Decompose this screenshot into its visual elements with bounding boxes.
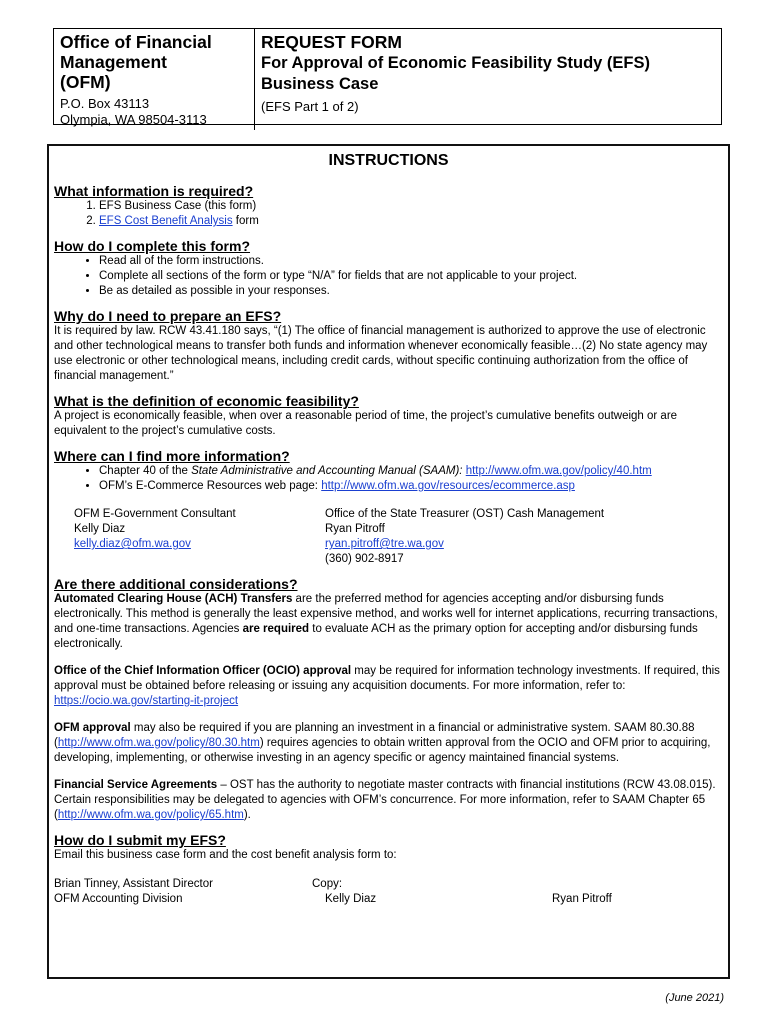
why-text: It is required by law. RCW 43.41.180 says, “(1) The office of financial management is authorized to approve the use of electronic and other technological means to transfer both funds and information whenever economically feasible…(2) No state agency may use electronic or other technological means, including credit cards, without specific continuing authorization from the office of financial management.” bbox=[54, 325, 708, 382]
form-part: (EFS Part 1 of 2) bbox=[261, 99, 359, 114]
definition-text: A project is economically feasible, when over a reasonable period of time, the project’s cumulative benefits outweigh or are equivalent to the project’s cumulative costs. bbox=[54, 410, 678, 437]
list-item: • Complete all sections of the form or type “N/A” for fields that are not applicable to your project. bbox=[99, 269, 723, 284]
header-divider-tick bbox=[254, 122, 255, 130]
saam-80-30-link[interactable]: http://www.ofm.wa.gov/policy/80.30.htm bbox=[57, 737, 260, 749]
fsa-paragraph: Financial Service Agreements – OST has the authority to negotiate master contracts with financial institutions (RCW 43.08.015). Certain responsibilities may be delegated to agencies with OFM’s concurrence. For more information, refer to SAAM Chapter 65 (http://www.ofm.wa.gov/policy/65.htm). bbox=[54, 779, 716, 821]
contact-ofm: OFM E-Government Consultant Kelly Diaz kelly.diaz@ofm.wa.gov bbox=[74, 508, 236, 550]
contacts bbox=[54, 507, 723, 567]
saam-65-link[interactable]: http://www.ofm.wa.gov/policy/65.htm bbox=[57, 809, 244, 821]
form-title: REQUEST FORM bbox=[261, 32, 402, 52]
ryan-email-link[interactable]: ryan.pitroff@tre.wa.gov bbox=[325, 538, 444, 550]
instructions-title: INSTRUCTIONS bbox=[328, 152, 449, 169]
ofm-approval-paragraph: OFM approval may also be required if you are planning an investment in a financial or administrative system. SAAM 80.30.88 (http://www.ofm.wa.gov/policy/80.30.htm) requires agencies to obtain written approval from the OCIO and OFM prior to acquiring, developing, implementing, or otherwise investing in an agency specific or agency maintained financial systems. bbox=[54, 722, 711, 764]
revision-date: (June 2021) bbox=[665, 992, 724, 1004]
submit-text: Email this business case form and the cost benefit analysis form to: bbox=[54, 849, 397, 861]
required-items-list bbox=[54, 199, 723, 229]
list-item: • Read all of the form instructions. bbox=[99, 254, 723, 269]
agency-name: Office of Financial Management (OFM) bbox=[60, 32, 212, 92]
list-item: • Chapter 40 of the State Administrative and Accounting Manual (SAAM): http://www.ofm.wa.gov/policy/40.htm bbox=[99, 464, 723, 479]
list-item: 1. EFS Business Case (this form) bbox=[99, 199, 723, 214]
saam-chapter40-link[interactable]: http://www.ofm.wa.gov/policy/40.htm bbox=[465, 465, 652, 477]
heading-submit: How do I submit my EFS? bbox=[54, 832, 226, 848]
ecommerce-link[interactable]: http://www.ofm.wa.gov/resources/ecommerce.asp bbox=[321, 480, 575, 492]
list-item: 2. EFS Cost Benefit Analysis form bbox=[99, 214, 723, 229]
heading-why: Why do I need to prepare an EFS? bbox=[54, 308, 282, 324]
ach-paragraph: Automated Clearing House (ACH) Transfers are the preferred method for agencies accepting and/or disbursing funds electronically. This method is generally the least expensive method, and works well for internet applications, recurring transactions, and one-time transactions. Agencies are required to evaluate ACH as the primary option for accepting and/or disbursing funds electronically. bbox=[54, 593, 718, 650]
form-header bbox=[53, 28, 722, 125]
complete-steps-list bbox=[54, 254, 723, 299]
submit-recipients-row1: Brian Tinney, Assistant Director Copy: bbox=[54, 878, 343, 890]
kelly-email-link[interactable]: kelly.diaz@ofm.wa.gov bbox=[74, 538, 191, 550]
heading-how-complete: How do I complete this form? bbox=[54, 238, 251, 254]
contact-ost: Office of the State Treasurer (OST) Cash Management Ryan Pitroff ryan.pitroff@tre.wa.gov (360) 902-8917 bbox=[325, 508, 605, 565]
form-title-block bbox=[255, 29, 721, 128]
agency-info bbox=[54, 29, 255, 127]
heading-definition: What is the definition of economic feasibility? bbox=[54, 393, 359, 409]
resources-list bbox=[54, 464, 723, 494]
list-item: • Be as detailed as possible in your responses. bbox=[99, 284, 723, 299]
heading-what-info: What information is required? bbox=[54, 183, 254, 199]
ocio-link[interactable]: https://ocio.wa.gov/starting-it-project bbox=[54, 695, 239, 707]
cost-benefit-link[interactable]: EFS Cost Benefit Analysis bbox=[99, 215, 233, 227]
agency-address: P.O. Box 43113 Olympia, WA 98504-3113 bbox=[60, 96, 207, 127]
instructions-panel bbox=[47, 144, 730, 979]
form-subtitle: For Approval of Economic Feasibility Study (EFS) Business Case bbox=[261, 54, 651, 93]
list-item: • OFM’s E-Commerce Resources web page: http://www.ofm.wa.gov/resources/ecommerce.asp bbox=[99, 479, 723, 494]
heading-more-info: Where can I find more information? bbox=[54, 448, 290, 464]
submit-recipients-row2: OFM Accounting Division Kelly Diaz Ryan Pitroff bbox=[54, 893, 612, 905]
ocio-paragraph: Office of the Chief Information Officer (OCIO) approval may be required for information technology investments. If required, this approval must be obtained before releasing or issuing any acquisition documents. For more information, refer to: https://ocio.wa.gov/starting-it-project bbox=[54, 665, 720, 707]
heading-additional: Are there additional considerations? bbox=[54, 576, 298, 592]
